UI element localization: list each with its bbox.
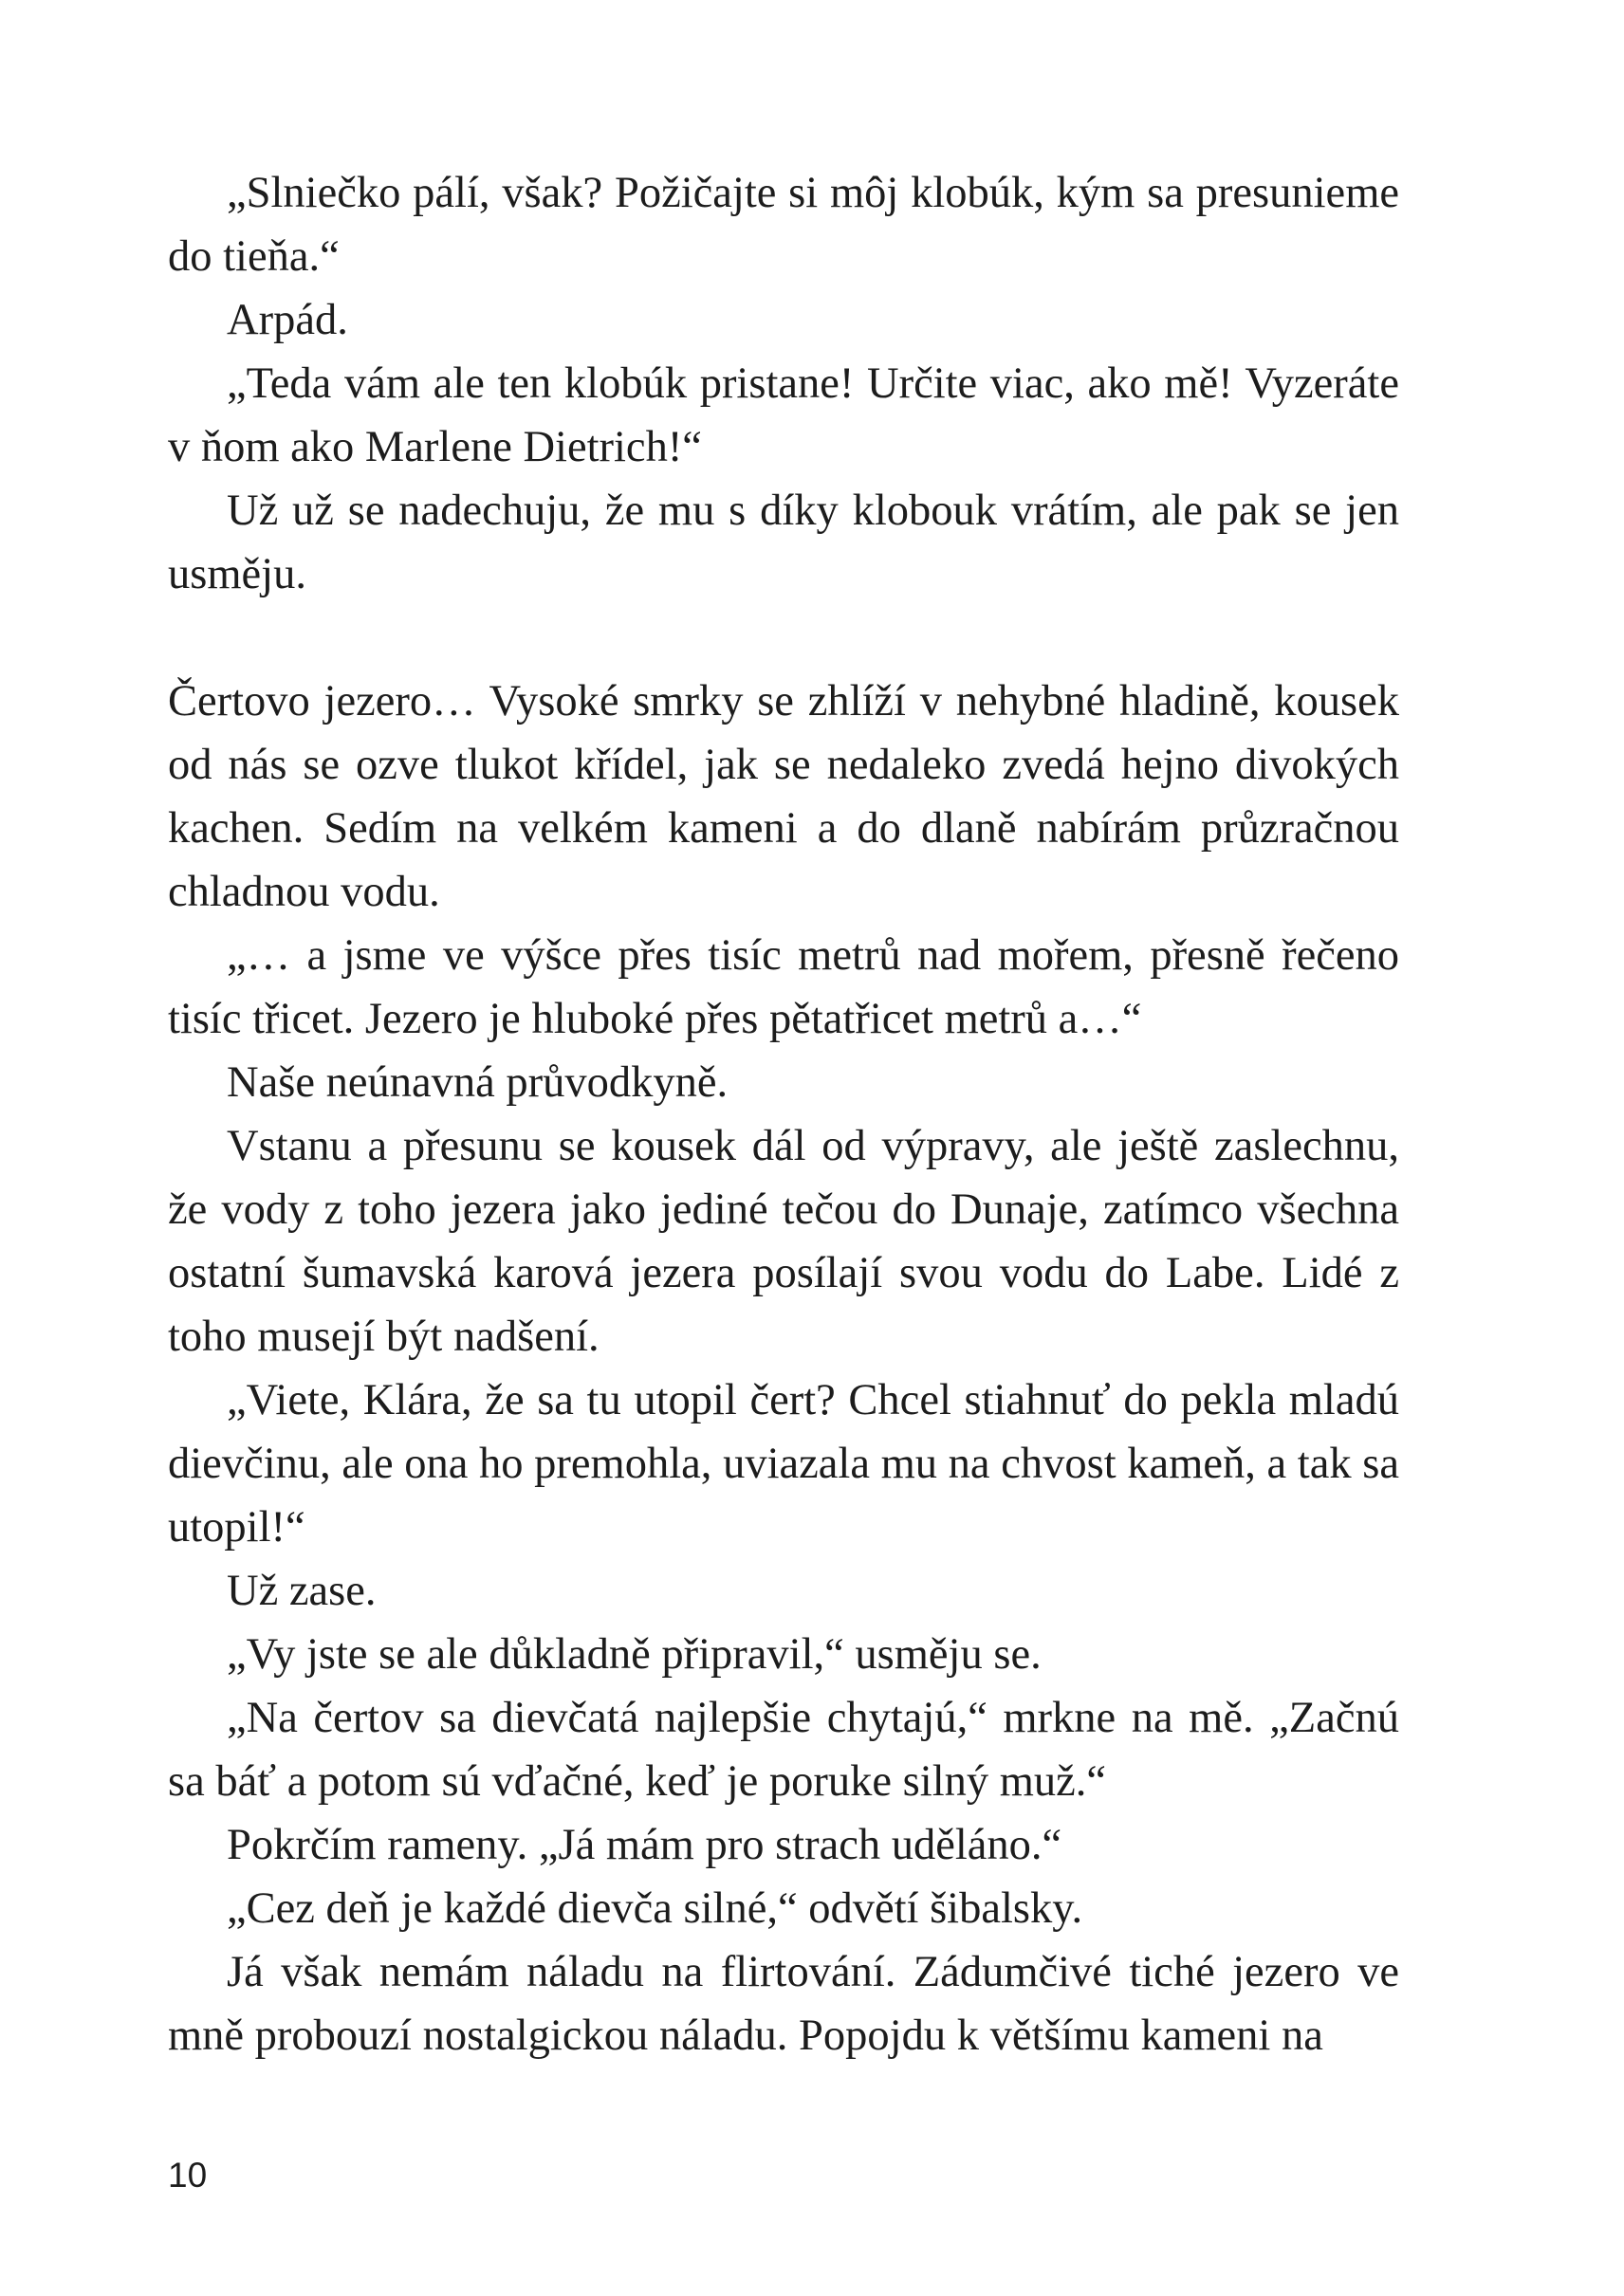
paragraph: „Slniečko pálí, však? Požičajte si môj klobúk, kým sa presunieme do tieňa.“ (168, 169, 1399, 281)
paragraph: „Vy jste se ale důkladně připravil,“ usměju se. (227, 1630, 1042, 1679)
paragraph: Už zase. (227, 1567, 377, 1615)
paragraph: Naše neúnavná průvodkyně. (227, 1058, 729, 1107)
paragraph-section-start: Čertovo jezero… Vysoké smrky se zhlíží v nehybné hladině, kousek od nás se ozve tlukot křídel, jak se nedaleko zvedá hejno divokých kachen. Sedím na velkém kameni a do dlaně nabírám průzračnou chladnou vodu. (168, 677, 1399, 916)
paragraph: Pokrčím rameny. „Já mám pro strach uděláno.“ (227, 1821, 1062, 1869)
paragraph: „… a jsme ve výšce přes tisíc metrů nad mořem, přesně řečeno tisíc třicet. Jezero je hluboké přes pětatřicet metrů a…“ (168, 931, 1399, 1043)
paragraph: Já však nemám náladu na flirtování. Zádumčivé tiché jezero ve mně probouzí nostalgickou náladu. Popojdu k většímu kameni na (168, 1948, 1399, 2060)
body-text (168, 161, 1399, 2067)
page-number: 10 (168, 2156, 208, 2195)
paragraph: „Viete, Klára, že sa tu utopil čert? Chcel stiahnuť do pekla mladú dievčinu, ale ona ho premohla, uviazala mu na chvost kameň, a tak sa utopil!“ (168, 1376, 1399, 1552)
paragraph: „Na čertov sa dievčatá najlepšie chytajú,“ mrkne na mě. „Začnú sa báť a potom sú vďačné, keď je poruke silný muž.“ (168, 1694, 1399, 1806)
paragraph: Vstanu a přesunu se kousek dál od výpravy, ale ještě zaslechnu, že vody z toho jezera jako jediné tečou do Dunaje, zatímco všechna ostatní šumavská karová jezera posílají svou vodu do Labe. Lidé z toho musejí být nadšení. (168, 1122, 1399, 1361)
paragraph: Arpád. (227, 296, 348, 344)
paragraph: Už už se nadechuju, že mu s díky klobouk vrátím, ale pak se jen usměju. (168, 487, 1399, 598)
paragraph: „Teda vám ale ten klobúk pristane! Určite viac, ako mě! Vyzeráte v ňom ako Marlene Dietrich!“ (168, 359, 1399, 471)
paragraph: „Cez deň je každé dievča silné,“ odvětí šibalsky. (227, 1884, 1083, 1933)
